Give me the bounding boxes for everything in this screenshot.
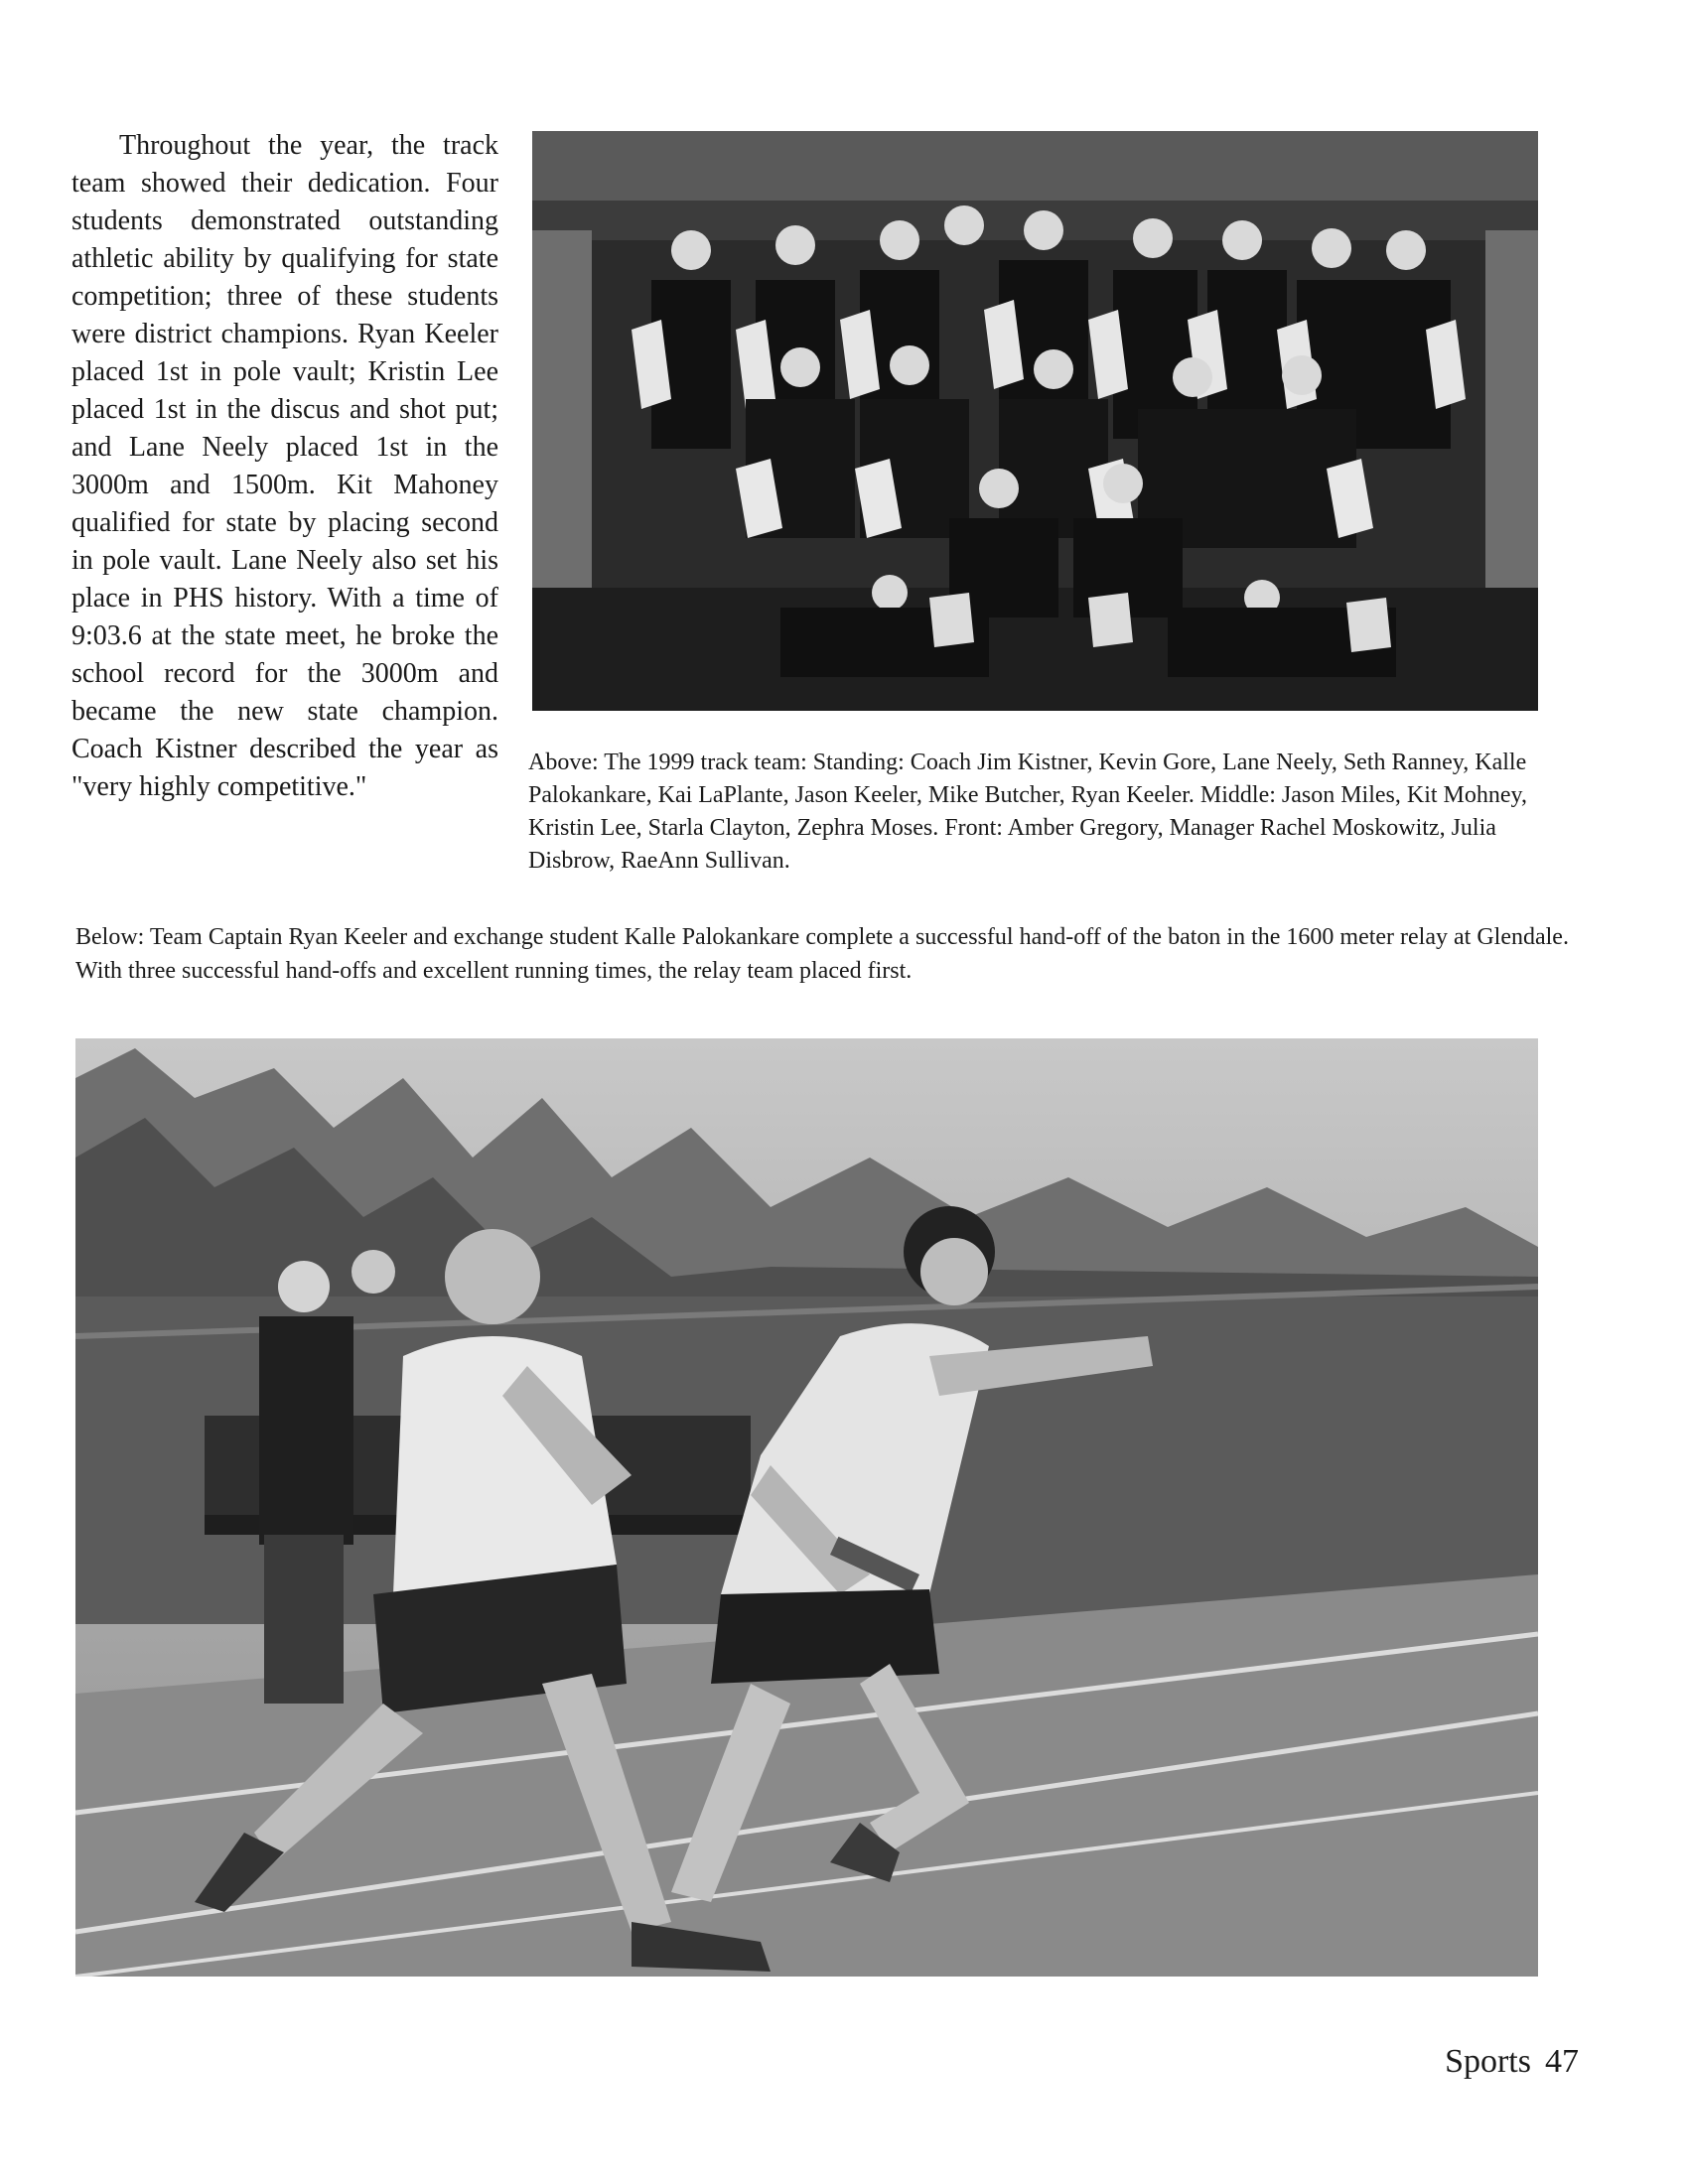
team-photo — [532, 131, 1538, 711]
relay-photo-caption: Below: Team Captain Ryan Keeler and exchange student Kalle Palokankare complete a successful hand-off of the baton in the 1600 meter relay at Glendale. With three successful hand-offs and excellent running times, the relay team placed first. — [75, 924, 1569, 984]
intro-paragraph: Throughout the year, the track team showed their dedication. Four students demonstrated outstanding athletic ability by qualifying for state competition; three of these students were district champions. Ryan Keeler placed 1st in pole vault; Kristin Lee placed 1st in the discus and shot put; and Lane Neely placed 1st in the 3000m and 1500m. Kit Mahoney qualified for state by placing second in pole vault. Lane Neely also set his place in PHS history. With a time of 9:03.6 at the state meet, he broke the school record for the 3000m and became the new state champion. Coach Kistner described the year as "very highly competitive." — [71, 130, 498, 802]
page-folio — [1431, 2043, 1579, 2081]
team-photo-caption: Above: The 1999 track team: Standing: Coach Jim Kistner, Kevin Gore, Lane Neely, Seth Ranney, Kalle Palokankare, Kai LaPlante, Jason Keeler, Mike Butcher, Ryan Keeler. Middle: Jason Miles, Kit Mohney, Kristin Lee, Starla Clayton, Zephra Moses. Front: Amber Gregory, Manager Rachel Moskowitz, Julia Disbrow, RaeAnn Sullivan. — [528, 750, 1527, 874]
relay-photo-illustration — [75, 1038, 1538, 1977]
page-number: 47 — [1545, 2043, 1579, 2080]
team-photo-illustration — [532, 131, 1538, 711]
relay-photo — [75, 1038, 1538, 1977]
section-label: Sports — [1445, 2043, 1531, 2080]
intro-text-column — [71, 127, 498, 806]
